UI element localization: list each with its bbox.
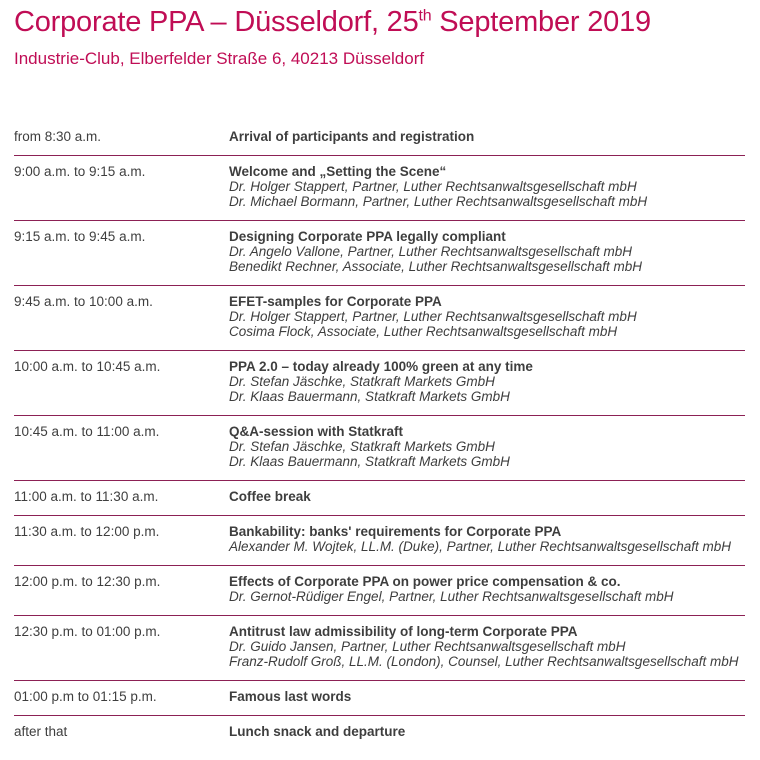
time-slot: 01:00 p.m to 01:15 p.m. bbox=[14, 689, 157, 704]
session-title: Effects of Corporate PPA on power price compensation & co. bbox=[229, 574, 621, 589]
session-title: Coffee break bbox=[229, 489, 311, 504]
schedule-row bbox=[14, 680, 745, 715]
page-title-text: Corporate PPA – Düsseldorf, 25 bbox=[14, 6, 419, 38]
time-slot: 9:00 a.m. to 9:15 a.m. bbox=[14, 164, 146, 179]
speaker-line: Dr. Stefan Jäschke, Statkraft Markets GmbH bbox=[229, 374, 495, 389]
page-title-suffix: September 2019 bbox=[431, 6, 651, 38]
session-speakers bbox=[229, 179, 745, 209]
page-title-superscript: th bbox=[418, 7, 432, 25]
schedule-row bbox=[14, 515, 745, 565]
session-details bbox=[229, 164, 745, 209]
session-title: EFET-samples for Corporate PPA bbox=[229, 294, 442, 309]
schedule-row bbox=[14, 285, 745, 350]
schedule-row bbox=[14, 155, 745, 220]
session-speakers bbox=[229, 639, 745, 669]
time-slot: from 8:30 a.m. bbox=[14, 129, 102, 144]
speaker-line: Dr. Klaas Bauermann, Statkraft Markets GmbH bbox=[229, 454, 510, 469]
speaker-line: Dr. Guido Jansen, Partner, Luther Rechtsanwaltsgesellschaft mbH bbox=[229, 639, 626, 654]
session-title: PPA 2.0 – today already 100% green at any time bbox=[229, 359, 533, 374]
schedule-row bbox=[14, 615, 745, 680]
schedule-table bbox=[14, 121, 745, 750]
time-slot: after that bbox=[14, 724, 68, 739]
session-speakers bbox=[229, 374, 745, 404]
session-details bbox=[229, 724, 745, 739]
page-title bbox=[14, 6, 745, 39]
session-details bbox=[229, 624, 745, 669]
time-slot: 12:00 p.m. to 12:30 p.m. bbox=[14, 574, 161, 589]
session-details bbox=[229, 129, 745, 144]
speaker-line: Dr. Holger Stappert, Partner, Luther Rechtsanwaltsgesellschaft mbH bbox=[229, 309, 637, 324]
speaker-line: Dr. Michael Bormann, Partner, Luther Rechtsanwaltsgesellschaft mbH bbox=[229, 194, 648, 209]
time-slot: 11:30 a.m. to 12:00 p.m. bbox=[14, 524, 160, 539]
speaker-line: Dr. Angelo Vallone, Partner, Luther Rechtsanwaltsgesellschaft mbH bbox=[229, 244, 632, 259]
session-details bbox=[229, 489, 745, 504]
session-title: Welcome and „Setting the Scene“ bbox=[229, 164, 447, 179]
speaker-line: Alexander M. Wojtek, LL.M. (Duke), Partner, Luther Rechtsanwaltsgesellschaft mbH bbox=[229, 539, 731, 554]
schedule-row bbox=[14, 565, 745, 615]
speaker-line: Dr. Stefan Jäschke, Statkraft Markets GmbH bbox=[229, 439, 495, 454]
speaker-line: Franz-Rudolf Groß, LL.M. (London), Counsel, Luther Rechtsanwaltsgesellschaft mbH bbox=[229, 654, 739, 669]
time-slot: 11:00 a.m. to 11:30 a.m. bbox=[14, 489, 159, 504]
session-title: Famous last words bbox=[229, 689, 352, 704]
speaker-line: Dr. Gernot-Rüdiger Engel, Partner, Luther Rechtsanwaltsgesellschaft mbH bbox=[229, 589, 674, 604]
time-slot: 10:45 a.m. to 11:00 a.m. bbox=[14, 424, 160, 439]
speaker-line: Dr. Klaas Bauermann, Statkraft Markets GmbH bbox=[229, 389, 510, 404]
schedule-row bbox=[14, 350, 745, 415]
schedule-row bbox=[14, 480, 745, 515]
session-details bbox=[229, 689, 745, 704]
speaker-line: Dr. Holger Stappert, Partner, Luther Rechtsanwaltsgesellschaft mbH bbox=[229, 179, 637, 194]
time-slot: 9:15 a.m. to 9:45 a.m. bbox=[14, 229, 146, 244]
session-title: Arrival of participants and registration bbox=[229, 129, 475, 144]
session-details bbox=[229, 524, 745, 554]
schedule-row bbox=[14, 220, 745, 285]
speaker-line: Cosima Flock, Associate, Luther Rechtsanwaltsgesellschaft mbH bbox=[229, 324, 618, 339]
session-title: Bankability: banks' requirements for Corporate PPA bbox=[229, 524, 562, 539]
session-speakers bbox=[229, 439, 745, 469]
time-slot: 10:00 a.m. to 10:45 a.m. bbox=[14, 359, 161, 374]
session-details bbox=[229, 229, 745, 274]
session-title: Lunch snack and departure bbox=[229, 724, 406, 739]
session-details bbox=[229, 424, 745, 469]
schedule-row bbox=[14, 121, 745, 155]
session-speakers bbox=[229, 539, 745, 554]
session-title: Antitrust law admissibility of long-term Corporate PPA bbox=[229, 624, 578, 639]
session-details bbox=[229, 294, 745, 339]
session-title: Designing Corporate PPA legally compliant bbox=[229, 229, 506, 244]
speaker-line: Benedikt Rechner, Associate, Luther Rechtsanwaltsgesellschaft mbH bbox=[229, 259, 642, 274]
time-slot: 9:45 a.m. to 10:00 a.m. bbox=[14, 294, 153, 309]
session-speakers bbox=[229, 589, 745, 604]
schedule-row bbox=[14, 415, 745, 480]
session-speakers bbox=[229, 309, 745, 339]
session-details bbox=[229, 359, 745, 404]
session-title: Q&A-session with Statkraft bbox=[229, 424, 404, 439]
venue-address: Industrie-Club, Elberfelder Straße 6, 40213 Düsseldorf bbox=[14, 49, 425, 68]
time-slot: 12:30 p.m. to 01:00 p.m. bbox=[14, 624, 161, 639]
session-details bbox=[229, 574, 745, 604]
session-speakers bbox=[229, 244, 745, 274]
